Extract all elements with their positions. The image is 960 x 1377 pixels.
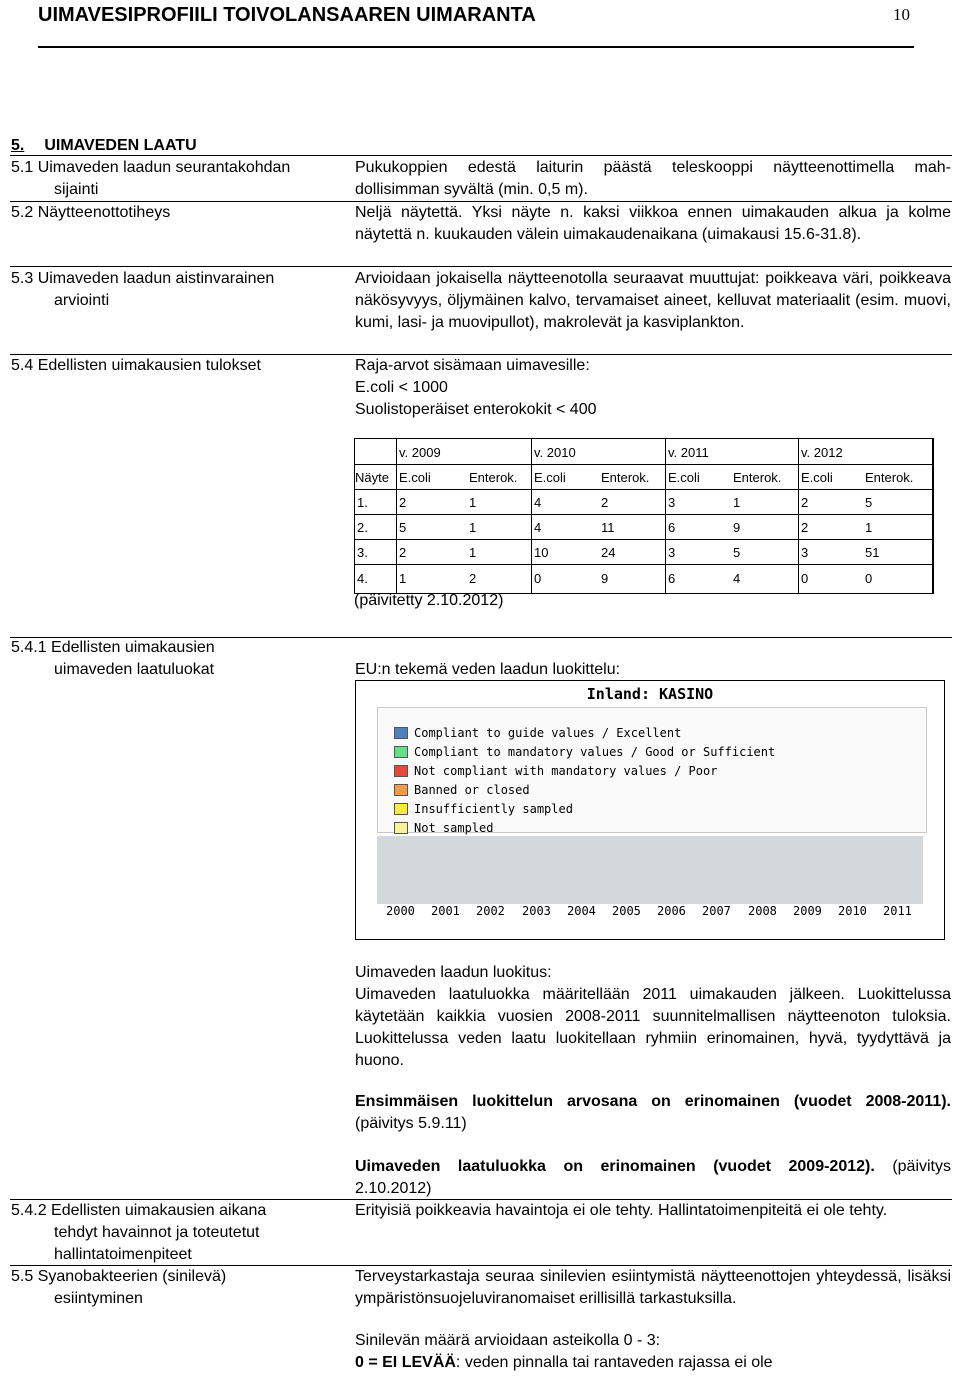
year-label: 2009 <box>793 904 822 918</box>
page-header-title: UIMAVESIPROFIILI TOIVOLANSAAREN UIMARANTA <box>38 4 536 26</box>
table-row: 1. 2 1 4 2 3 1 2 5 <box>355 491 933 515</box>
classification-block <box>355 962 951 1072</box>
sub-header: E.coli <box>534 470 566 485</box>
classification-text: Uimaveden laatuluokka määritellään 2011 uimakauden jälkeen. Luokittelussa käytetään kaikkia vuosien 2008-2011 suunnitelmallisen näytteenoton tuloksia. Luokittelussa veden laatu luokitellaan ryhmiin erinomainen, hyvä, tyydyttävä ja huono. <box>355 986 951 1069</box>
legend-item: Banned or closed <box>394 781 530 799</box>
s54-line2: E.coli < 1000 <box>355 379 448 396</box>
s55-text <box>355 1266 951 1310</box>
sub-header: Enterok. <box>865 470 914 485</box>
results-table <box>354 438 934 594</box>
s55-label-line1: 5.5 Syanobakteerien (sinilevä) <box>11 1268 227 1285</box>
s55-scale0-bold: 0 = EI LEVÄÄ <box>355 1354 456 1371</box>
legend-swatch <box>394 727 408 739</box>
first-classification-bold: Ensimmäisen luokittelun arvosana on erinomainen (vuodet 2008-2011). <box>355 1093 951 1110</box>
second-classification-update: (päivitys 2.10.2012) <box>355 1158 952 1197</box>
s542-label <box>11 1200 346 1266</box>
s54-label: 5.4 Edellisten uimakausien tulokset <box>11 357 261 374</box>
sub-header: E.coli <box>668 470 700 485</box>
s53-label-line2: arviointi <box>54 292 110 309</box>
year-label: 2008 <box>748 904 777 918</box>
year-label: 2002 <box>476 904 505 918</box>
section-title <box>11 135 197 157</box>
s53-text-body: Arvioidaan jokaisella näytteenotolla seuraavat muuttujat: poikkeava väri, poikkeava näkösyvyys, öljymäinen kalvo, tervamaiset aineet, kelluvat materiaalit (esim. muovi, kumi, lasi- ja muovipullot), makrolevät ja kasviplankton. <box>355 270 951 331</box>
s541-label <box>11 637 346 681</box>
s53-label <box>11 268 346 312</box>
legend-item: Compliant to mandatory values / Good or Sufficient <box>394 743 775 761</box>
s541-label-line2: uimaveden laatuluokat <box>54 661 215 678</box>
year-label: 2010 <box>838 904 867 918</box>
legend-swatch <box>394 822 408 834</box>
legend-swatch <box>394 803 408 815</box>
s54-text <box>355 355 951 421</box>
s542-text-body: Erityisiä poikkeavia havaintoja ei ole tehty. Hallintatoimenpiteitä ei ole tehty. <box>355 1202 888 1219</box>
first-classification <box>355 1091 951 1135</box>
first-classification-update: (päivitys 5.9.11) <box>355 1115 467 1132</box>
s542-text <box>355 1200 951 1222</box>
legend-swatch <box>394 765 408 777</box>
legend-swatch <box>394 746 408 758</box>
table-row: 4. 1 2 0 9 6 4 0 0 <box>357 571 873 586</box>
year-header: v. 2009 <box>399 445 441 460</box>
eu-figure-legend <box>377 707 927 833</box>
year-label: 2005 <box>612 904 641 918</box>
eu-figure-title: Inland: KASINO <box>586 685 714 703</box>
sub-header: E.coli <box>399 470 431 485</box>
sub-header: Enterok. <box>469 470 518 485</box>
year-header: v. 2012 <box>801 445 843 460</box>
year-label: 2000 <box>386 904 415 918</box>
sub-header: Enterok. <box>733 470 782 485</box>
section-title-text: UIMAVEDEN LAATU <box>44 137 197 154</box>
second-classification-bold: Uimaveden laatuluokka on erinomainen (vuodet 2009-2012). <box>355 1158 875 1175</box>
year-header: v. 2010 <box>534 445 576 460</box>
header-rule <box>38 46 914 48</box>
year-label: 2003 <box>522 904 551 918</box>
section-rule <box>10 155 952 156</box>
s52-text-body: Neljä näytettä. Yksi näyte n. kaksi viikkoa ennen uimakauden alkua ja kolme näytettä n. kuukauden välein uimakaudenaikana (uimakausi 15.6-31.8). <box>355 204 951 243</box>
s55-text-body: Terveystarkastaja seuraa sinilevien esiintymistä näytteenottojen yhteydessä, lisäksi ympäristönsuojeluviranomaiset erillisillä tarkastuksilla. <box>355 1268 951 1307</box>
s52-label: 5.2 Näytteenottotiheys <box>11 204 171 221</box>
s55-label <box>11 1266 346 1310</box>
year-label: 2004 <box>567 904 596 918</box>
legend-swatch <box>394 784 408 796</box>
s51-text-line1: Pukukoppien edestä laiturin päästä teleskooppi näytteenottimella mah- <box>355 159 951 176</box>
year-label: 2007 <box>702 904 731 918</box>
legend-item: Not compliant with mandatory values / Poor <box>394 762 717 780</box>
s542-label-line3: hallintatoimenpiteet <box>54 1246 192 1263</box>
eu-quality-figure <box>355 680 945 940</box>
legend-item: Compliant to guide values / Excellent <box>394 724 681 742</box>
s542-label-line1: 5.4.2 Edellisten uimakausien aikana <box>11 1202 267 1219</box>
page-number: 10 <box>893 5 910 24</box>
year-label: 2006 <box>657 904 686 918</box>
s53-label-line1: 5.3 Uimaveden laadun aistinvarainen <box>11 270 275 287</box>
legend-item: Not sampled <box>394 819 493 837</box>
s51-text <box>355 157 951 201</box>
s51-text-line2: dollisimman syvältä (min. 0,5 m). <box>355 181 588 198</box>
s541-label-line1: 5.4.1 Edellisten uimakausien <box>11 639 215 656</box>
s55-label-line2: esiintyminen <box>54 1290 143 1307</box>
s54-line3: Suolistoperäiset enterokokit < 400 <box>355 401 597 418</box>
s54-line1: Raja-arvot sisämaan uimavesille: <box>355 357 590 374</box>
second-classification <box>355 1156 951 1200</box>
s55-scale0-text: : veden pinnalla tai rantaveden rajassa ei ole <box>455 1354 773 1371</box>
eu-caption: EU:n tekemä veden laadun luokittelu: <box>355 661 621 678</box>
year-label: 2011 <box>883 904 912 918</box>
sub-header: E.coli <box>801 470 833 485</box>
s51-label <box>11 157 346 201</box>
results-updated: (päivitetty 2.10.2012) <box>354 592 504 609</box>
sample-header: Näyte <box>355 470 389 485</box>
row-rule <box>10 266 952 267</box>
results-year-row <box>355 441 933 465</box>
classification-heading: Uimaveden laadun luokitus: <box>355 964 552 981</box>
table-row: 3. 2 1 10 24 3 5 3 51 <box>355 541 933 565</box>
sub-header: Enterok. <box>601 470 650 485</box>
legend-item: Insufficiently sampled <box>394 800 573 818</box>
s52-text <box>355 202 951 246</box>
s55-scale-heading: Sinilevän määrä arvioidaan asteikolla 0 - 3: <box>355 1332 661 1349</box>
s542-label-line2: tehdyt havainnot ja toteutetut <box>54 1224 260 1241</box>
s51-label-line1: 5.1 Uimaveden laadun seurantakohdan <box>11 159 291 176</box>
table-row: 2. 5 1 4 11 6 9 2 1 <box>355 516 933 540</box>
s51-label-line2: sijainti <box>54 181 99 198</box>
results-subheader-row <box>355 466 933 490</box>
s53-text <box>355 268 951 334</box>
year-header: v. 2011 <box>668 445 709 460</box>
year-label: 2001 <box>431 904 460 918</box>
s55-scale <box>355 1330 951 1374</box>
eu-figure-plot-area <box>377 836 923 904</box>
section-number: 5. <box>11 137 25 154</box>
